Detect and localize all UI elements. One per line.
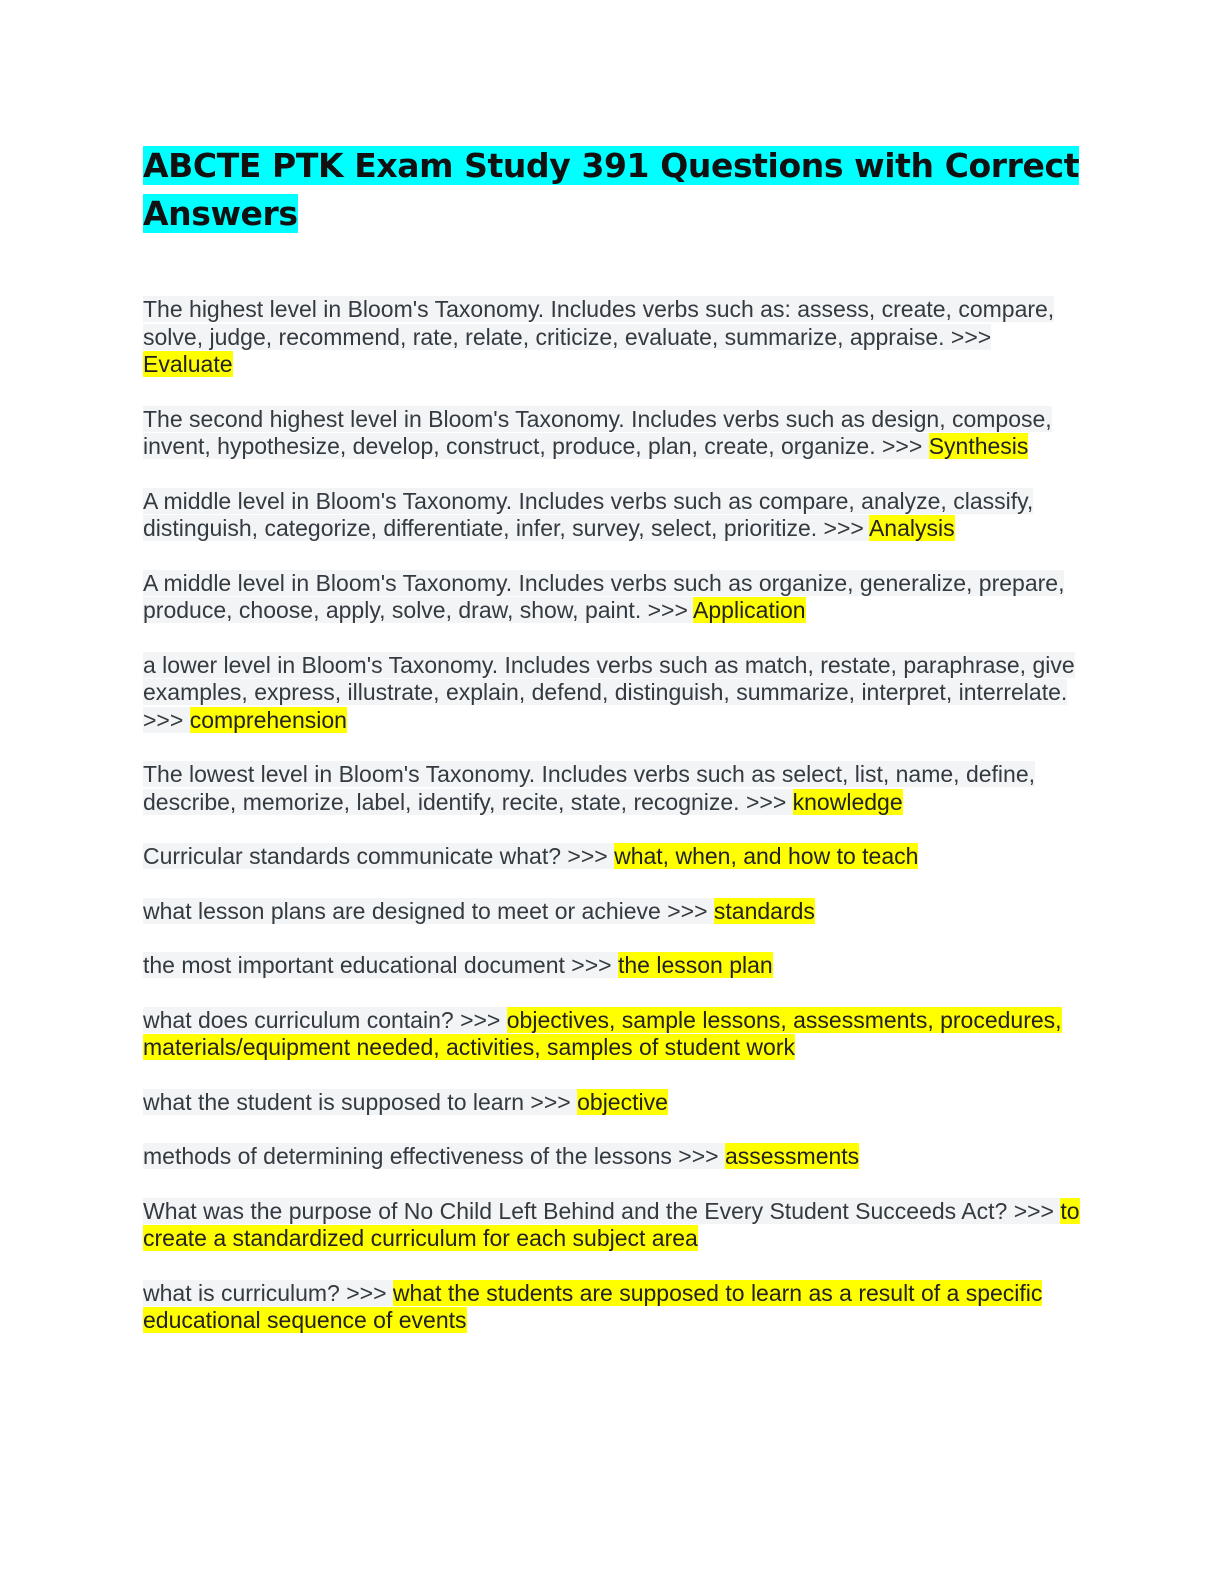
answer-text: comprehension [189, 706, 347, 733]
question-text: what lesson plans are designed to meet or achieve [143, 897, 661, 924]
answer-separator: >>> [667, 897, 708, 924]
answer-separator: >>> [882, 433, 923, 459]
answer-text: what, when, and how to teach [614, 843, 919, 869]
answer-text: knowledge [792, 788, 903, 815]
question-text: A middle level in Bloom's Taxonomy. Includes verbs such as compare, analyze, classify, distinguish, categorize, differentiate, infer, survey, select, prioritize. [143, 487, 1034, 541]
qa-item [143, 1280, 1083, 1335]
answer-text: Evaluate [143, 351, 233, 377]
qa-item [143, 296, 1083, 379]
qa-item [143, 406, 1083, 461]
document-title [143, 142, 1083, 238]
answer-text: the lesson plan [617, 952, 773, 978]
question-text: methods of determining effectiveness of the lessons [143, 1143, 672, 1169]
answer-separator: >>> [1013, 1197, 1054, 1224]
answer-separator: >>> [678, 1143, 719, 1169]
answer-separator: >>> [745, 788, 787, 815]
answer-separator: >>> [530, 1088, 571, 1115]
question-text: the most important educational document [143, 952, 565, 978]
question-text: A middle level in Bloom's Taxonomy. Includes verbs such as organize, generalize, prepare, produce, choose, apply, solve, draw, show, paint. [143, 569, 1065, 623]
qa-item [143, 652, 1083, 735]
answer-separator: >>> [567, 843, 608, 869]
qa-list [143, 296, 1083, 1335]
question-text: The second highest level in Bloom's Taxonomy. Includes verbs such as design, compose, invent, hypothesize, develop, construct, produce, plan, create, organize. [143, 405, 1052, 459]
question-text: what does curriculum contain? [143, 1006, 454, 1033]
question-text: The highest level in Bloom's Taxonomy. Includes verbs such as: assess, create, compare, solve, judge, recommend, rate, relate, criticize, evaluate, summarize, appraise. [143, 296, 1055, 350]
answer-separator: >>> [647, 597, 688, 623]
qa-item [143, 898, 1083, 926]
question-text: What was the purpose of No Child Left Behind and the Every Student Succeeds Act? [143, 1197, 1008, 1224]
answer-text: objectives, sample lessons, assessments, procedures, materials/equipment needed, activities, samples of student work [143, 1006, 1062, 1060]
answer-text: Analysis [868, 515, 955, 541]
answer-separator: >>> [143, 706, 184, 733]
question-text: what is curriculum? [143, 1279, 340, 1306]
question-text: The lowest level in Bloom's Taxonomy. Includes verbs such as select, list, name, define, describe, memorize, label, identify, recite, state, recognize. [143, 761, 1036, 815]
question-text: Curricular standards communicate what? [143, 843, 562, 869]
qa-item [143, 1143, 1083, 1171]
answer-text: assessments [724, 1143, 860, 1169]
answer-text: standards [713, 897, 815, 924]
answer-separator: >>> [571, 952, 612, 978]
qa-item [143, 761, 1083, 816]
qa-item [143, 952, 1083, 980]
qa-item [143, 1089, 1083, 1117]
answer-separator: >>> [950, 323, 992, 350]
answer-separator: >>> [346, 1279, 387, 1306]
document-title-text: ABCTE PTK Exam Study 391 Questions with Correct Answers [143, 146, 1080, 233]
qa-item [143, 570, 1083, 625]
answer-text: objective [577, 1088, 668, 1115]
answer-separator: >>> [460, 1006, 501, 1033]
answer-text: Synthesis [928, 433, 1029, 459]
qa-item [143, 1007, 1083, 1062]
answer-separator: >>> [823, 515, 864, 541]
answer-text: what the students are supposed to learn as a result of a specific educational sequence of events [143, 1279, 1043, 1333]
question-text: a lower level in Bloom's Taxonomy. Includes verbs such as match, restate, paraphrase, give examples, express, illustrate, explain, defend, distinguish, summarize, interpret, interrelate. [143, 651, 1075, 705]
answer-text: Application [693, 597, 806, 623]
answer-text: to create a standardized curriculum for each subject area [143, 1197, 1080, 1251]
document-page [143, 142, 1083, 1362]
qa-item [143, 1198, 1083, 1253]
question-text: what the student is supposed to learn [143, 1088, 525, 1115]
qa-item [143, 488, 1083, 543]
qa-item [143, 843, 1083, 871]
